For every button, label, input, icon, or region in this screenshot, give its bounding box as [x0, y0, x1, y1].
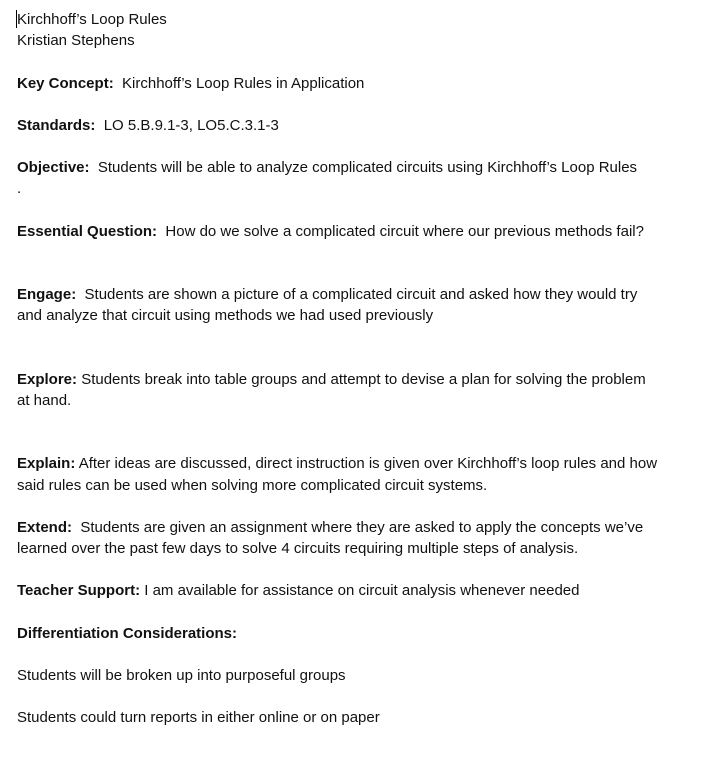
- teacher-support-line: [17, 580, 701, 601]
- teacher-support-text: I am available for assistance on circuit analysis whenever needed: [144, 582, 580, 599]
- standards-text: LO 5.B.9.1-3, LO5.C.3.1-3: [103, 117, 279, 134]
- essential-question-label: Essential Question: [17, 223, 153, 240]
- extend-line-1: [17, 517, 701, 538]
- explore-text-2: at hand.: [17, 392, 72, 409]
- explore-line-1: [17, 369, 701, 390]
- essential-question-text: How do we solve a complicated circuit where our previous methods fail?: [165, 223, 644, 240]
- explain-label: Explain:: [17, 455, 76, 472]
- objective-trailing-mark: .: [17, 180, 22, 197]
- key-concept-line: Key Concept: Kirchhoff’s Loop Rules in Application: [17, 75, 365, 92]
- key-concept-text: Kirchhoff’s Loop Rules in Application: [122, 75, 365, 92]
- differentiation-item-2: Students could turn reports in either online or on paper: [17, 709, 380, 726]
- objective-label: Objective:: [17, 159, 90, 176]
- objective-line: [17, 157, 701, 178]
- standards-line: Standards: LO 5.B.9.1-3, LO5.C.3.1-3: [17, 117, 279, 134]
- teacher-support-label: Teacher Support:: [17, 582, 141, 599]
- explain-text-1: After ideas are discussed, direct instruction is given over Kirchhoff’s loop rules and how: [78, 455, 658, 472]
- extend-label: Extend:: [17, 519, 73, 536]
- essential-question-line: Essential Question: How do we solve a complicated circuit where our previous methods fail?: [17, 223, 644, 240]
- explain-line-1: [17, 453, 701, 474]
- objective-text: Students will be able to analyze complicated circuits using Kirchhoff’s Loop Rules: [97, 159, 638, 176]
- engage-label: Engage: [17, 286, 72, 303]
- differentiation-item-1: Students will be broken up into purposeful groups: [17, 667, 346, 684]
- document-author: Kristian Stephens: [17, 32, 135, 49]
- explore-label: Explore:: [17, 371, 78, 388]
- engage-text-2: and analyze that circuit using methods we had used previously: [17, 307, 434, 324]
- explore-text-1: Students break into table groups and attempt to devise a plan for solving the problem: [81, 371, 646, 388]
- document-title: Kirchhoff’s Loop Rules: [17, 11, 167, 28]
- extend-text-1: Students are given an assignment where they are asked to apply the concepts we’ve: [80, 519, 644, 536]
- document-page[interactable]: [17, 0, 701, 776]
- differentiation-label: Differentiation Considerations:: [17, 625, 238, 642]
- standards-label: Standards: [17, 117, 91, 134]
- engage-text-1: Students are shown a picture of a complicated circuit and asked how they would try: [84, 286, 638, 303]
- key-concept-label: Key Concept: [17, 75, 109, 92]
- engage-line-1: Engage: Students are shown a picture of a complicated circuit and asked how they would try: [17, 286, 638, 303]
- extend-text-2: learned over the past few days to solve 4 circuits requiring multiple steps of analysis.: [17, 540, 579, 557]
- explain-text-2: said rules can be used when solving more complicated circuit systems.: [17, 477, 488, 494]
